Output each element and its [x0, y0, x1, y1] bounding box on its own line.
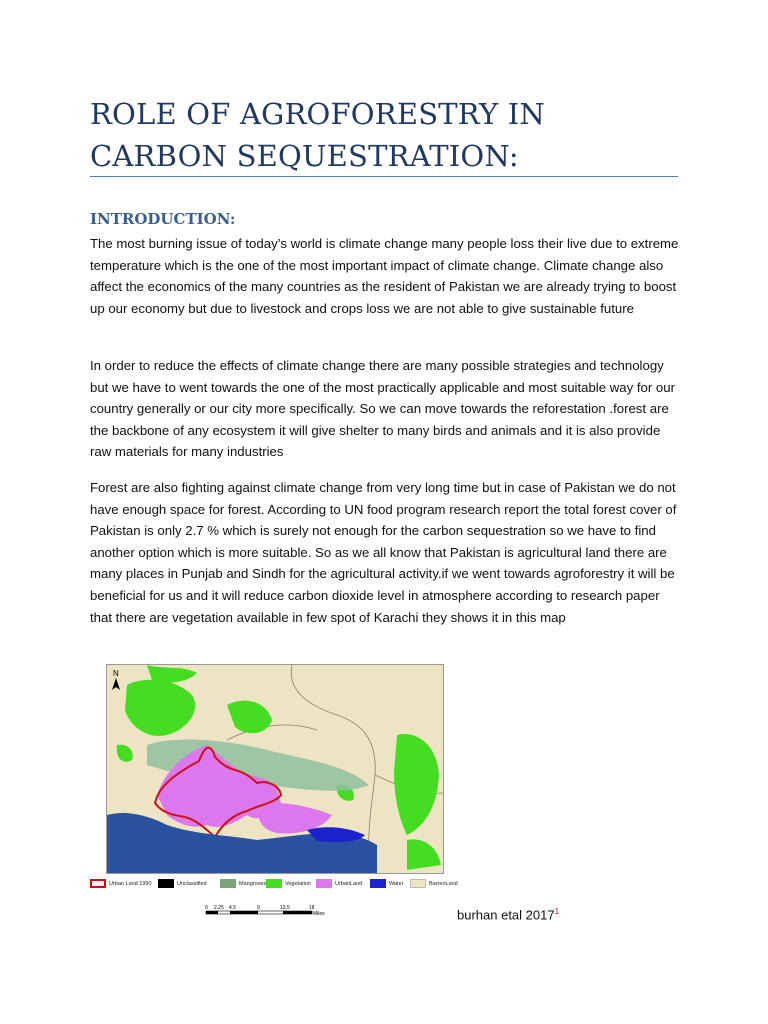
legend-item-barren-land: [410, 879, 458, 888]
map-legend: [90, 879, 510, 891]
document-title: ROLE OF AGROFORESTRY IN CARBON SEQUESTRATION:: [90, 97, 545, 173]
scale-tick-label: 9: [257, 905, 260, 911]
legend-item-urban-1990: [90, 879, 152, 888]
legend-swatch: [410, 879, 426, 888]
scale-tick-label: 13.5: [280, 905, 290, 911]
karachi-land-cover-map: [106, 664, 444, 874]
footnote-marker[interactable]: 1: [554, 907, 560, 916]
scale-tick-label: 0: [205, 905, 208, 911]
legend-item-mangroves: [220, 879, 266, 888]
scale-unit-label: Miles: [313, 911, 325, 917]
legend-swatch: [316, 879, 332, 888]
legend-item-vegetation: [266, 879, 311, 888]
legend-label: Mangroves: [239, 880, 267, 887]
legend-item-urban-land: [316, 879, 362, 888]
legend-item-unclassified: [158, 879, 207, 888]
legend-label: Urban Land 1990: [109, 880, 152, 887]
title-divider: [90, 176, 678, 177]
legend-label: Unclassified: [177, 880, 207, 887]
scale-tick-label: 18: [309, 905, 315, 911]
caption-text: burhan etal 2017: [457, 907, 555, 923]
legend-item-water: [370, 879, 403, 888]
svg-text:N: N: [113, 669, 119, 678]
legend-swatch: [370, 879, 386, 888]
legend-swatch: [266, 879, 282, 888]
legend-swatch: [220, 879, 236, 888]
paragraph-3: Forest are also fighting against climate change from very long time but in case of Pakistan we do not have enough space for forest. According to UN food program research report the total forest cover of Pakistan is only 2.7 % which is surely not enough for the carbon sequestration so we have to find another option which is more suitable. So as we all know that Pakistan is agricultural land there are many places in Punjab and Sindh for the agricultural activity.if we went towards agroforestry it will be beneficial for us and it will reduce carbon dioxide level in atmosphere according to research paper that there are vegetation available in few spot of Karachi they shows it in this map: [90, 480, 677, 625]
legend-label: UrbanLand: [335, 880, 363, 887]
map-scale-bar: [205, 903, 325, 919]
legend-swatch: [90, 879, 106, 888]
legend-swatch: [158, 879, 174, 888]
section-heading-introduction: INTRODUCTION:: [90, 210, 236, 228]
scale-tick-label: 4.5: [229, 905, 236, 911]
legend-label: BarrenLand: [429, 880, 458, 887]
paragraph-1: The most burning issue of today’s world is climate change many people loss their live due to extreme temperature which is the one of the most important impact of climate change. Climate change also affect the economics of the many countries as the resident of Pakistan we are already trying to boost up our economy but due to livestock and crops loss we are not able to give sustainable future: [90, 236, 679, 316]
scale-tick-label: 2.25: [214, 905, 224, 911]
legend-label: Water: [389, 880, 404, 887]
paragraph-2: In order to reduce the effects of climate change there are many possible strategies and technology but we have to went towards the one of the most practically applicable and most suitable way for our country generally or our city more specifically. So we can move towards the reforestation .forest are the backbone of any ecosystem it will give shelter to many birds and animals and it is also provide raw materials for many industries: [90, 358, 675, 460]
legend-label: Vegetation: [285, 880, 311, 887]
figure-caption: [457, 907, 559, 922]
